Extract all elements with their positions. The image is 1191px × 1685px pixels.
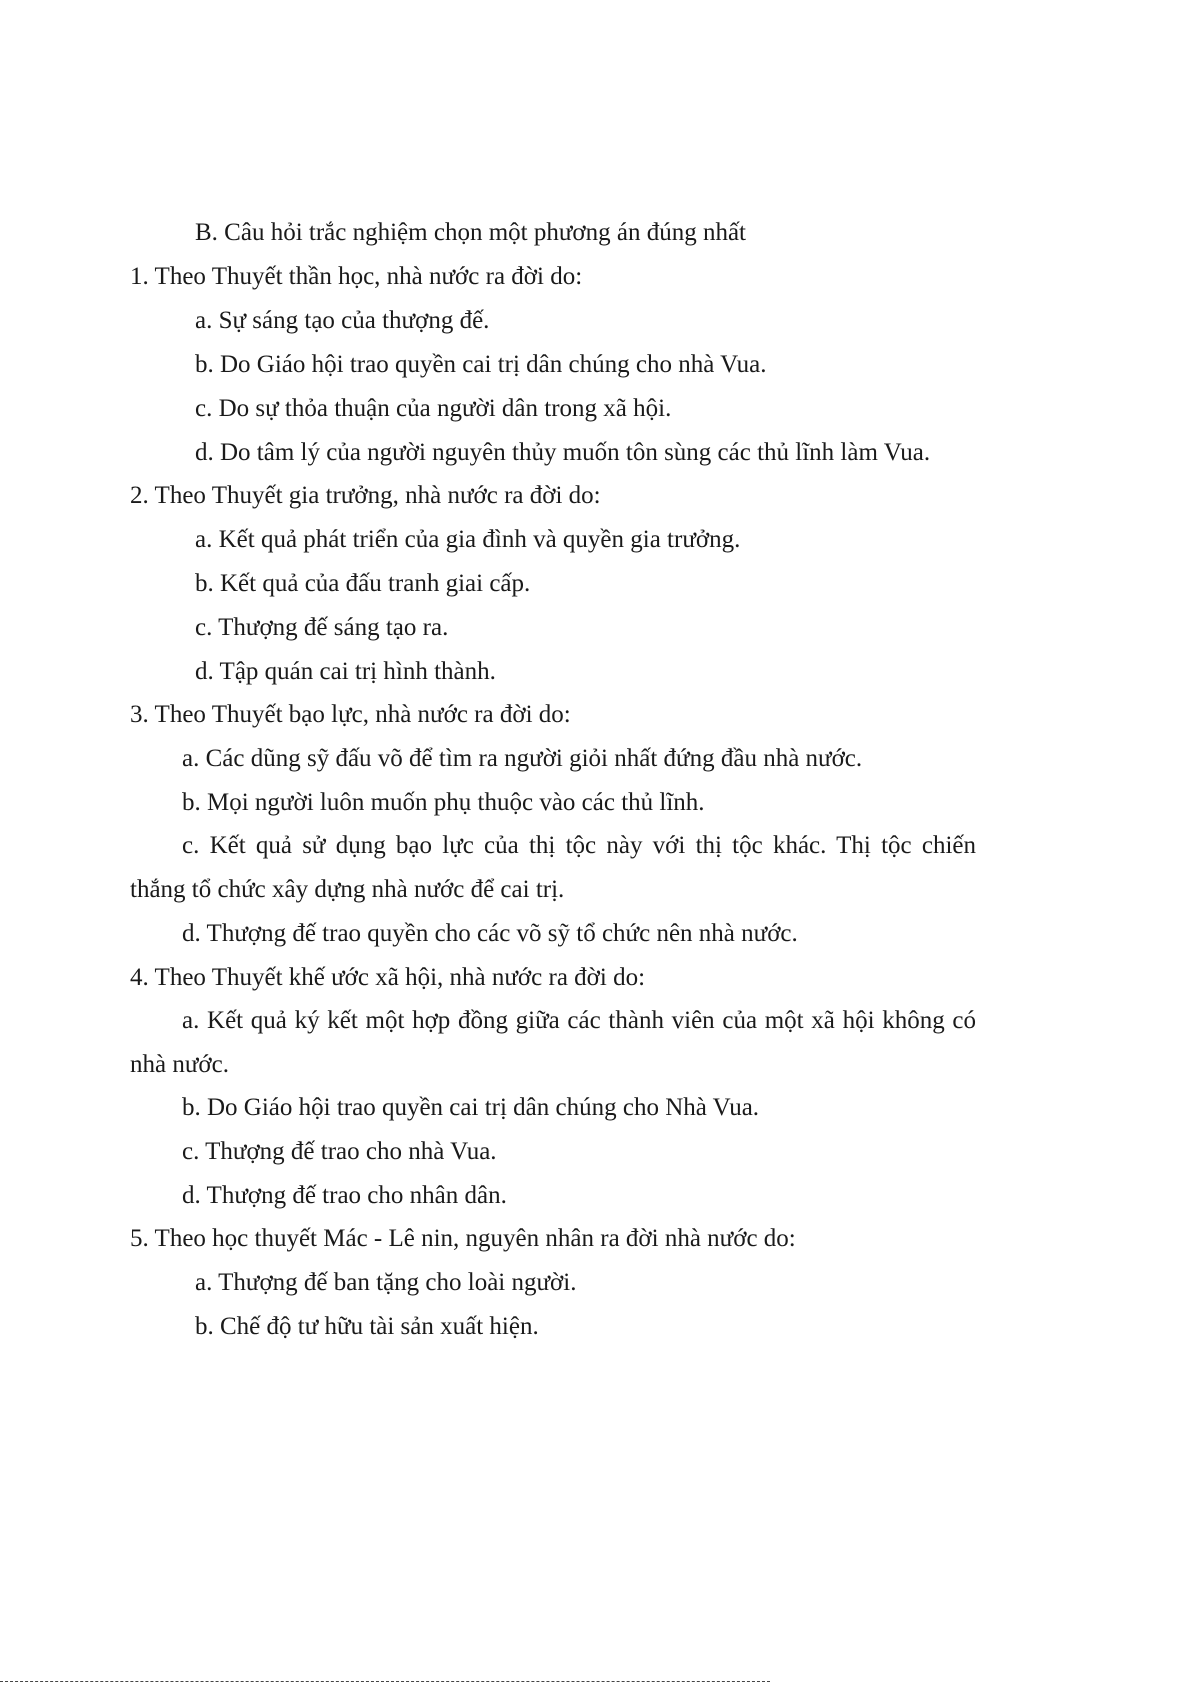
question-2-option-c: c. Thượng đế sáng tạo ra. — [195, 614, 449, 641]
question-2-option-d: d. Tập quán cai trị hình thành. — [195, 658, 496, 685]
question-4: 4. Theo Thuyết khế ước xã hội, nhà nước ra đời do: — [130, 964, 646, 991]
question-2-option-b: b. Kết quả của đấu tranh giai cấp. — [195, 570, 531, 597]
question-4-option-a: a. Kết quả ký kết một hợp đồng giữa các thành viên của một xã hội không có — [182, 1007, 976, 1034]
question-1-option-d: d. Do tâm lý của người nguyên thủy muốn tôn sùng các thủ lĩnh làm Vua. — [195, 439, 931, 466]
question-5-option-b: b. Chế độ tư hữu tài sản xuất hiện. — [195, 1313, 539, 1340]
question-5: 5. Theo học thuyết Mác - Lê nin, nguyên nhân ra đời nhà nước do: — [130, 1225, 796, 1252]
question-3-option-c: c. Kết quả sử dụng bạo lực của thị tộc này với thị tộc khác. Thị tộc chiến — [182, 832, 976, 859]
question-1-option-b: b. Do Giáo hội trao quyền cai trị dân chúng cho nhà Vua. — [195, 351, 767, 378]
question-1: 1. Theo Thuyết thần học, nhà nước ra đời do: — [130, 263, 583, 290]
question-1-option-c: c. Do sự thỏa thuận của người dân trong xã hội. — [195, 395, 672, 422]
question-2: 2. Theo Thuyết gia trưởng, nhà nước ra đời do: — [130, 482, 601, 509]
question-3-option-b: b. Mọi người luôn muốn phụ thuộc vào các thủ lĩnh. — [182, 789, 705, 816]
question-3: 3. Theo Thuyết bạo lực, nhà nước ra đời do: — [130, 701, 571, 728]
question-4-option-a-continued: nhà nước. — [130, 1051, 229, 1078]
question-2-option-a: a. Kết quả phát triển của gia đình và quyền gia trưởng. — [195, 526, 741, 553]
question-4-option-d: d. Thượng đế trao cho nhân dân. — [182, 1182, 507, 1209]
page-bottom-divider — [0, 1681, 770, 1682]
question-3-option-c-continued: thắng tổ chức xây dựng nhà nước để cai trị. — [130, 876, 565, 903]
question-5-option-a: a. Thượng đế ban tặng cho loài người. — [195, 1269, 577, 1296]
question-4-option-b: b. Do Giáo hội trao quyền cai trị dân chúng cho Nhà Vua. — [182, 1094, 760, 1121]
section-heading: B. Câu hỏi trắc nghiệm chọn một phương án đúng nhất — [195, 219, 746, 246]
question-4-option-c: c. Thượng đế trao cho nhà Vua. — [182, 1138, 497, 1165]
question-3-option-a: a. Các dũng sỹ đấu võ để tìm ra người giỏi nhất đứng đầu nhà nước. — [182, 745, 863, 772]
question-3-option-d: d. Thượng đế trao quyền cho các võ sỹ tổ chức nên nhà nước. — [182, 920, 798, 947]
question-1-option-a: a. Sự sáng tạo của thượng đế. — [195, 307, 490, 334]
